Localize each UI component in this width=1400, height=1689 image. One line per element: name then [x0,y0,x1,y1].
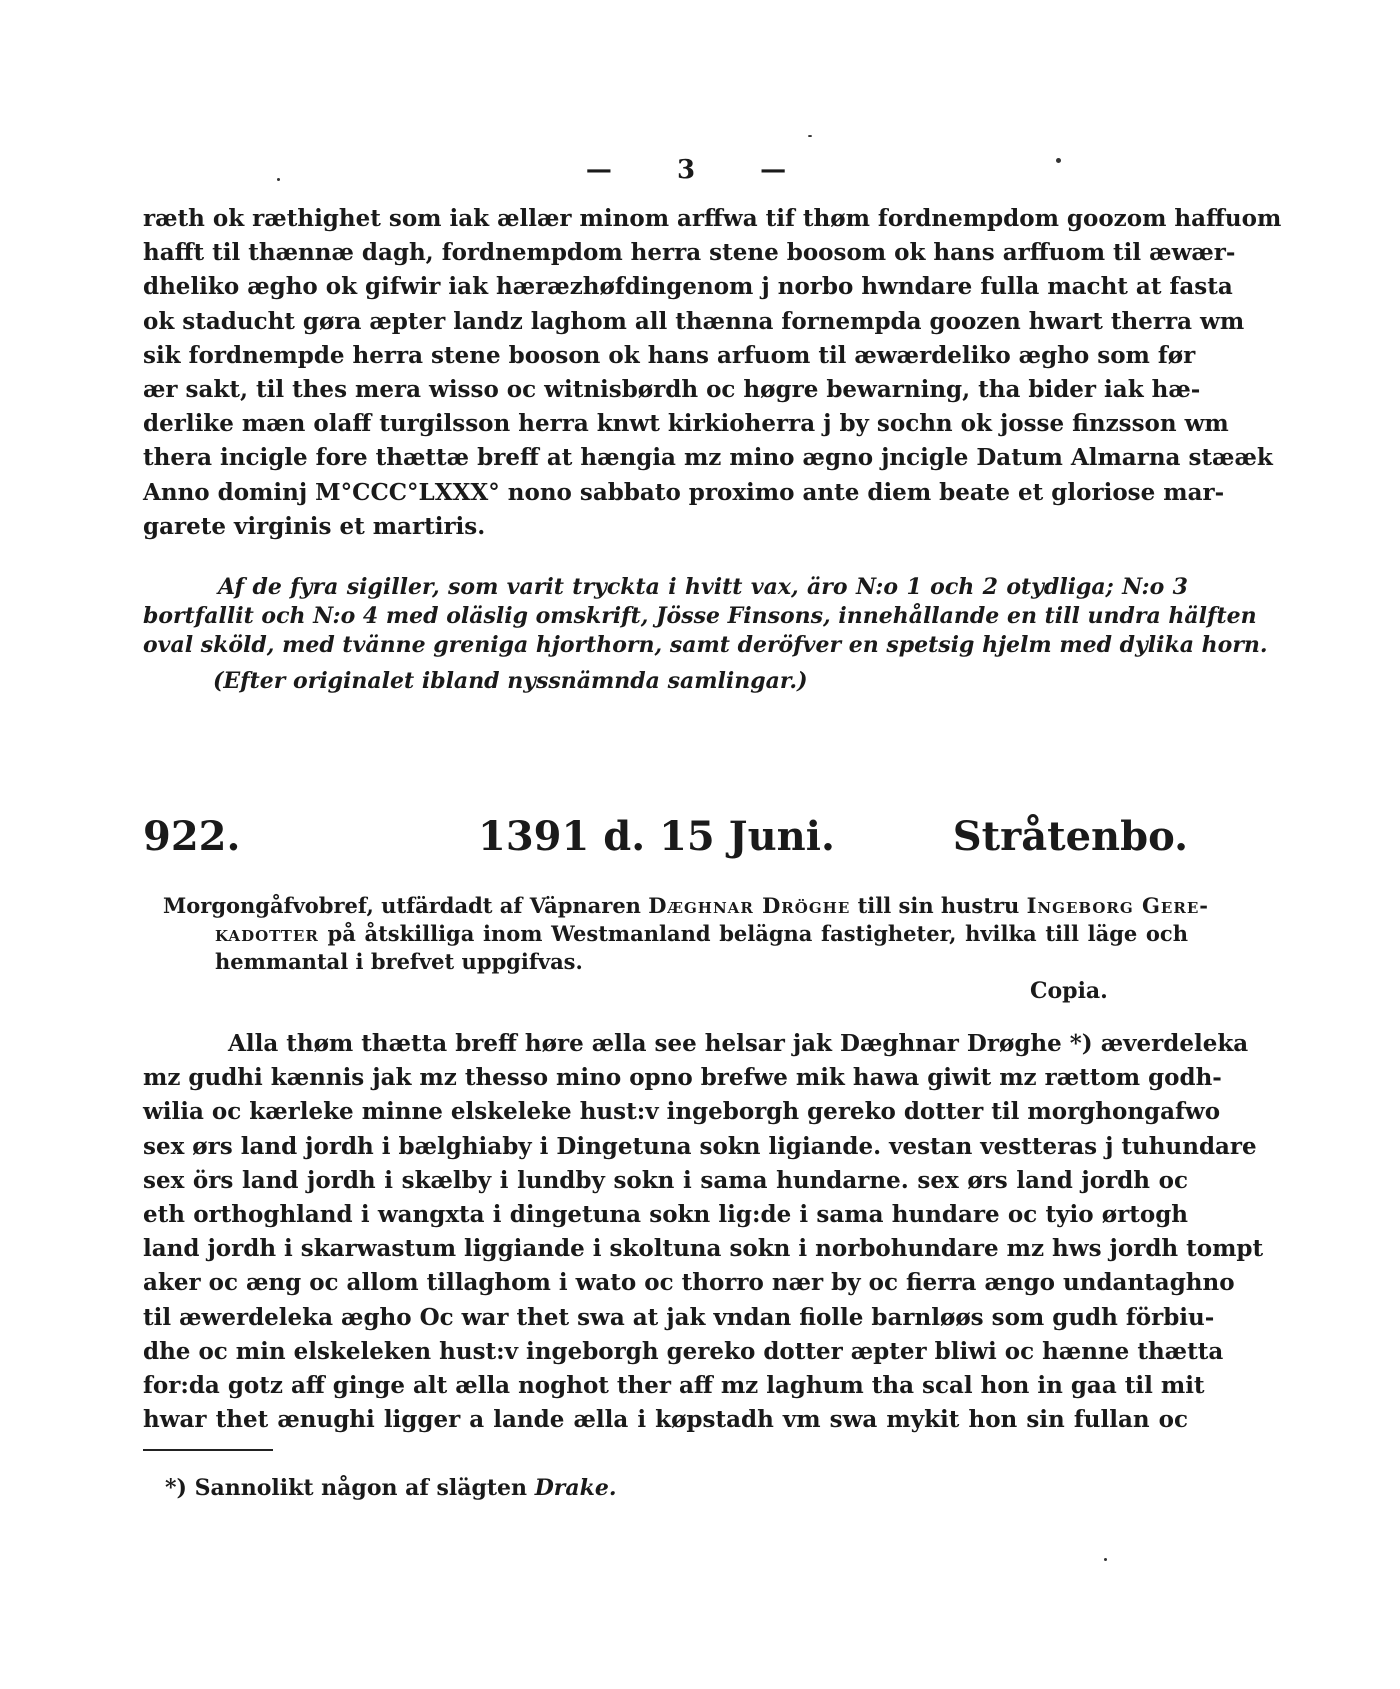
summary-line [143,892,1209,920]
text-line: til æwerdeleka ægho Oc war thet swa at jak vndan fiolle barnløøs som gudh förbiu- [143,1303,1215,1331]
text-line: ok staducht gøra æpter landz laghom all thænna fornempda goozen hwart therra wm [143,307,1245,335]
source-note: (Efter originalet ibland nyssnämnda samlingar.) [213,668,808,694]
entry-summary [143,892,1209,976]
text-line: ær sakt, til thes mera wisso oc witnisbørdh oc høgre bewarning, tha bider iak hæ- [143,376,1201,404]
footnote-italic: Drake. [534,1475,617,1501]
text-line: derlike mæn olaff turgilsson herra knwt kirkioherra j by sochn ok josse finzsson wm [143,410,1229,438]
scan-speck [1056,158,1061,163]
text-line: mz gudhi kænnis jak mz thesso mino opno brefwe mik hawa giwit mz rættom godh- [143,1064,1222,1092]
page-number-header: — 3 — [585,155,815,185]
charter-continuation-paragraph [143,202,1282,544]
text-line: sik fordnempde herra stene booson ok hans arfuom til æwærdeliko ægho som før [143,341,1196,369]
copia-label: Copia. [1030,978,1108,1004]
text-line: thera incigle fore thættæ breff at hængia mz mino ægno jncigle Datum Almarna stææk [143,444,1273,472]
text-line: dheliko ægho ok gifwir iak hæræzhøfdingenom j norbo hwndare fulla macht at fasta [143,273,1233,301]
footnote-rule [143,1449,273,1451]
entry-number: 922. [143,813,241,860]
scan-speck [808,135,812,137]
entry-heading [143,813,1188,863]
person-name: kadotter [215,921,319,946]
text-line: hafft til thænnæ dagh, fordnempdom herra stene boosom ok hans arffuom til æwær- [143,239,1236,267]
text-line: garete virginis et martiris. [143,512,486,540]
note-line: Af de fyra sigiller, som varit tryckta i hvitt vax, äro N:o 1 och 2 otydliga; N:o 3 [218,574,1188,600]
scan-speck [277,178,280,181]
charter-main-paragraph [143,1027,1264,1437]
text-line: dhe oc min elskeleken hust:v ingeborgh gereko dotter æpter bliwi oc hænne thætta [143,1337,1224,1365]
text-line: aker oc æng oc allom tillaghom i wato oc thorro nær by oc fierra ængo undantaghno [143,1269,1235,1297]
entry-date: 1391 d. 15 Juni. [478,813,835,860]
footnote [165,1475,617,1501]
person-name: Dæghnar Dröghe [648,893,851,918]
text-line: for:da gotz aff ginge alt ælla noghot ther aff mz laghum tha scal hon in gaa til mit [143,1372,1205,1400]
text-line: Anno dominj M°CCC°LXXX° nono sabbato proximo ante diem beate et gloriose mar- [143,478,1225,506]
scan-speck [1104,1558,1107,1561]
text-line: eth orthoghland i wangxta i dingetuna sokn lig:de i sama hundare oc tyio ørtogh [143,1201,1188,1229]
seal-description-note [143,573,1268,660]
footnote-text: Sannolikt någon af slägten [194,1475,535,1501]
entry-place: Stråtenbo. [952,813,1188,860]
text-line: Alla thøm thætta breff høre ælla see helsar jak Dæghnar Drøghe *) æverdeleka [228,1030,1249,1057]
text-line: hwar thet ænughi ligger a lande ælla i køpstadh vm swa mykit hon sin fullan oc [143,1406,1188,1434]
footnote-marker: *) [165,1475,187,1501]
text-line: land jordh i skarwastum liggiande i skoltuna sokn i norbohundare mz hws jordh tompt [143,1235,1264,1263]
summary-text: på åtskilliga inom Westmanland belägna fastigheter, hvilka till läge och [318,921,1188,946]
summary-line [143,920,1188,948]
note-line: oval sköld, med tvänne greniga hjorthorn, samt deröfver en spetsig hjelm med dylika horn. [143,632,1268,658]
note-line: bortfallit och N:o 4 med oläslig omskrift, Jösse Finsons, innehållande en till undra hälften [143,603,1257,629]
text-line: sex ørs land jordh i bælghiaby i Dingetuna sokn ligiande. vestan vestteras j tuhundare [143,1132,1257,1160]
text-line: ræth ok ræthighet som iak ællær minom arffwa tif thøm fordnempdom goozom haffuom [143,205,1282,232]
summary-text: till sin hustru [850,893,1027,918]
summary-line: hemmantal i brefvet uppgifvas. [215,949,583,974]
person-name: Ingeborg Gere- [1026,893,1209,918]
text-line: wilia oc kærleke minne elskeleke hust:v ingeborgh gereko dotter til morghongafwo [143,1098,1221,1126]
summary-text: Morgongåfvobref, utfärdadt af Väpnaren [163,893,649,918]
text-line: sex örs land jordh i skælby i lundby sokn i sama hundarne. sex ørs land jordh oc [143,1166,1188,1194]
